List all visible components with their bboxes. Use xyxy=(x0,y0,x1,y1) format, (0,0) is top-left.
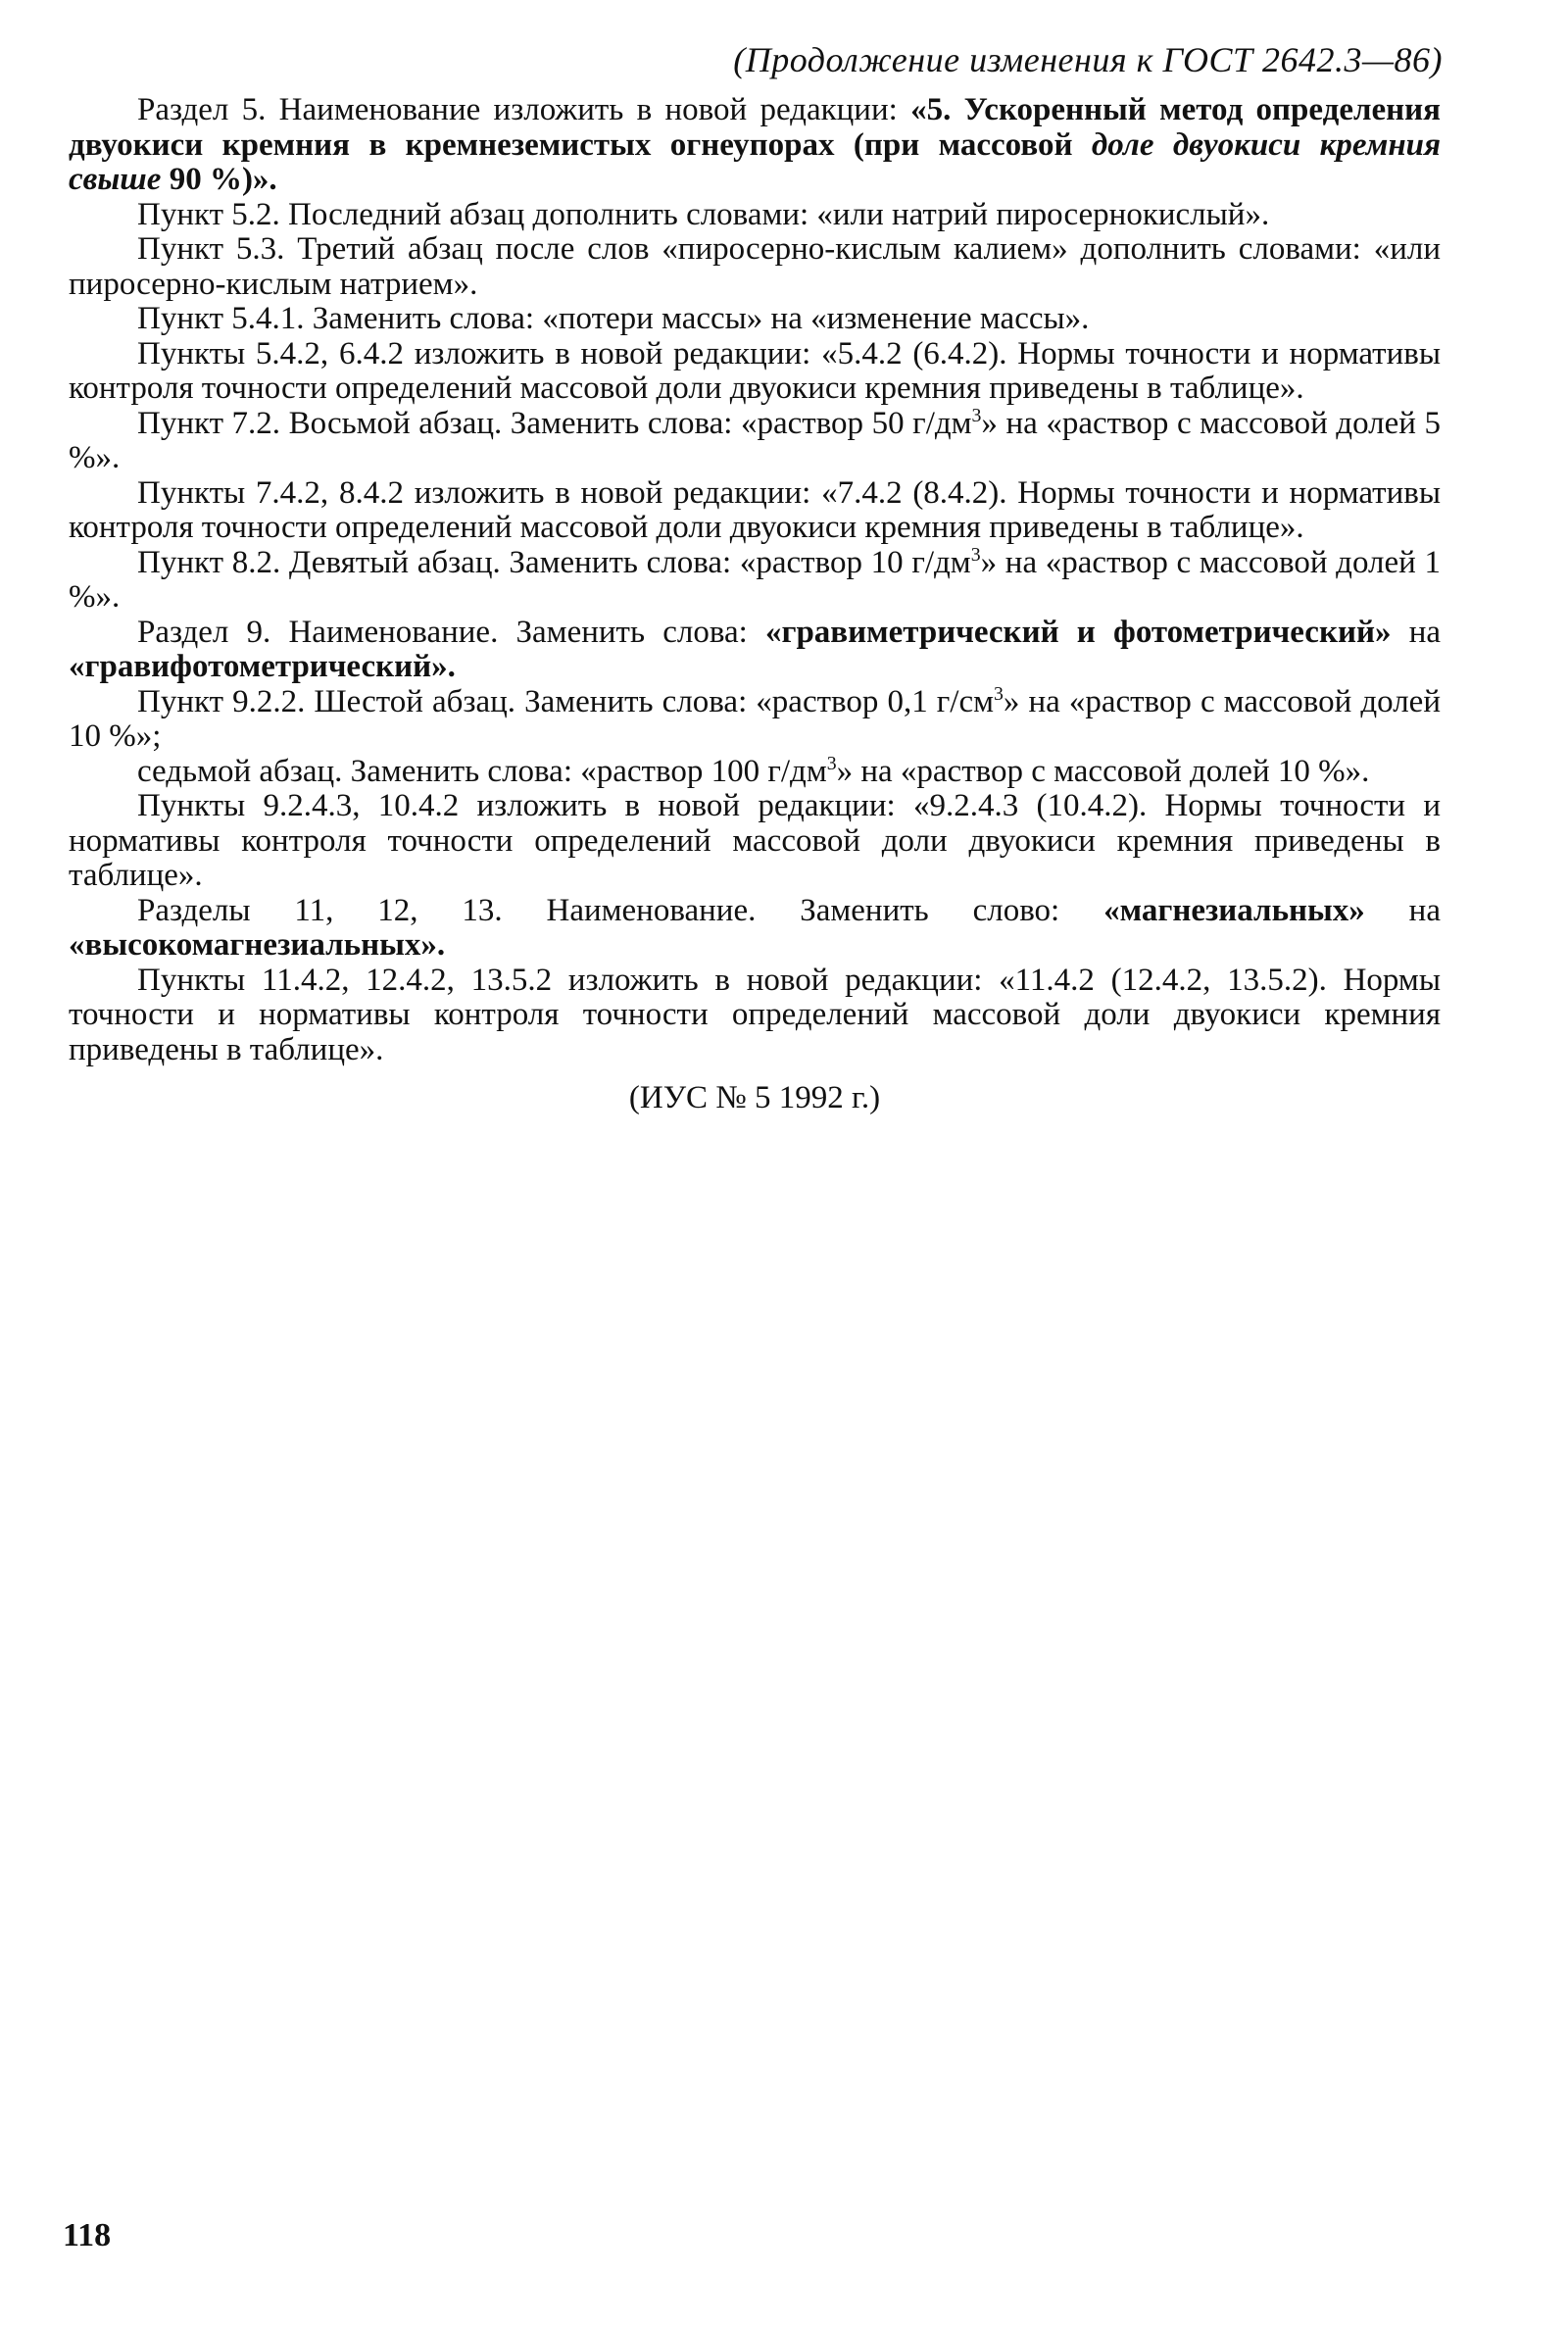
superscript: 3 xyxy=(970,543,981,566)
bold-text: 90 %)». xyxy=(161,162,277,197)
bold-italic-text: доле двуокиси кремния свыше xyxy=(69,126,1441,197)
page-number: 118 xyxy=(63,2217,112,2253)
paragraph-items-7-4-2: Пункты 7.4.2, 8.4.2 изложить в новой редакции: «7.4.2 (8.4.2). Нормы точности и нормативы контроля точности определений массовой доли двуокиси кремния приведены в таблице». xyxy=(69,474,1441,545)
paragraph-items-11-4-2: Пункты 11.4.2, 12.4.2, 13.5.2 изложить в новой редакции: «11.4.2 (12.4.2, 13.5.2). Нормы точности и нормативы контроля точности определений массовой доли двуокиси кремния приведены в таблице». xyxy=(69,962,1441,1067)
superscript: 3 xyxy=(994,682,1004,705)
document-body xyxy=(69,93,1441,1116)
text-run: Разделы 11, 12, 13. Наименование. Заменить слово: xyxy=(137,892,1104,928)
bold-text: «высокомагнезиальных». xyxy=(69,927,446,963)
paragraph-item-7-2 xyxy=(69,404,1441,476)
paragraph-item-8-2 xyxy=(69,543,1441,616)
paragraph-item-5-4-1: Пункт 5.4.1. Заменить слова: «потери массы» на «изменение массы». xyxy=(137,301,1090,336)
paragraph-sections-11-13 xyxy=(69,894,1441,964)
paragraph-section-9 xyxy=(69,616,1441,685)
text-run: Пункт 8.2. Девятый абзац. Заменить слова: «раствор 10 г/дм xyxy=(137,544,971,580)
paragraph-seventh-clause xyxy=(69,752,1441,790)
paragraph-items-5-4-2: Пункты 5.4.2, 6.4.2 изложить в новой редакции: «5.4.2 (6.4.2). Нормы точности и нормативы контроля точности определений массовой доли двуокиси кремния приведены в таблице». xyxy=(69,335,1441,406)
text-run: Пункт 7.2. Восьмой абзац. Заменить слова: «раствор 50 г/дм xyxy=(137,405,972,441)
text-run: » на «раствор с массовой долей 5 %». xyxy=(69,405,1441,475)
paragraph-section-5 xyxy=(69,93,1441,198)
paragraph-items-9-2-4-3: Пункты 9.2.4.3, 10.4.2 изложить в новой редакции: «9.2.4.3 (10.4.2). Нормы точности и нормативы контроля точности определений массовой доли двуокиси кремния приведены в таблице». xyxy=(69,788,1441,893)
bold-text: «магнезиальных» xyxy=(1103,892,1365,928)
text-run: » на «раствор с массовой долей 1 %». xyxy=(69,544,1441,615)
paragraph-item-9-2-2 xyxy=(69,682,1441,755)
source-reference: (ИУС № 5 1992 г.) xyxy=(628,1080,881,1115)
bold-text: «гравиметрический и фотометрический» xyxy=(764,614,1392,650)
text-run: Пункт 9.2.2. Шестой абзац. Заменить слова: «раствор 0,1 г/см xyxy=(137,683,994,719)
text-run: Раздел 5. Наименование изложить в новой редакции: xyxy=(137,92,911,127)
text-run: седьмой абзац. Заменить слова: «раствор 100 г/дм xyxy=(137,753,827,789)
text-run: на xyxy=(1391,614,1441,650)
superscript: 3 xyxy=(826,752,837,774)
superscript: 3 xyxy=(971,404,982,426)
paragraph-item-5-2: Пункт 5.2. Последний абзац дополнить словами: «или натрий пиросернокислый». xyxy=(137,196,1270,232)
text-run: » на «раствор с массовой долей 10 %». xyxy=(836,753,1370,789)
paragraph-item-5-3: Пункт 5.3. Третий абзац после слов «пиросерно-кислым калием» дополнить словами: «или пиросерно-кислым натрием». xyxy=(69,231,1441,302)
text-run: » на «раствор с массовой долей 10 %»; xyxy=(69,683,1441,754)
bold-text: «5. Ускоренный метод определения двуокиси кремния в кремнеземистых огнеупорах (при массовой xyxy=(69,92,1442,163)
bold-text: «гравифотометрический». xyxy=(69,649,456,684)
page-header: (Продолжение изменения к ГОСТ 2642.3—86) xyxy=(733,40,1443,79)
text-run: на xyxy=(1364,892,1441,928)
text-run: Раздел 9. Наименование. Заменить слова: xyxy=(137,614,765,650)
